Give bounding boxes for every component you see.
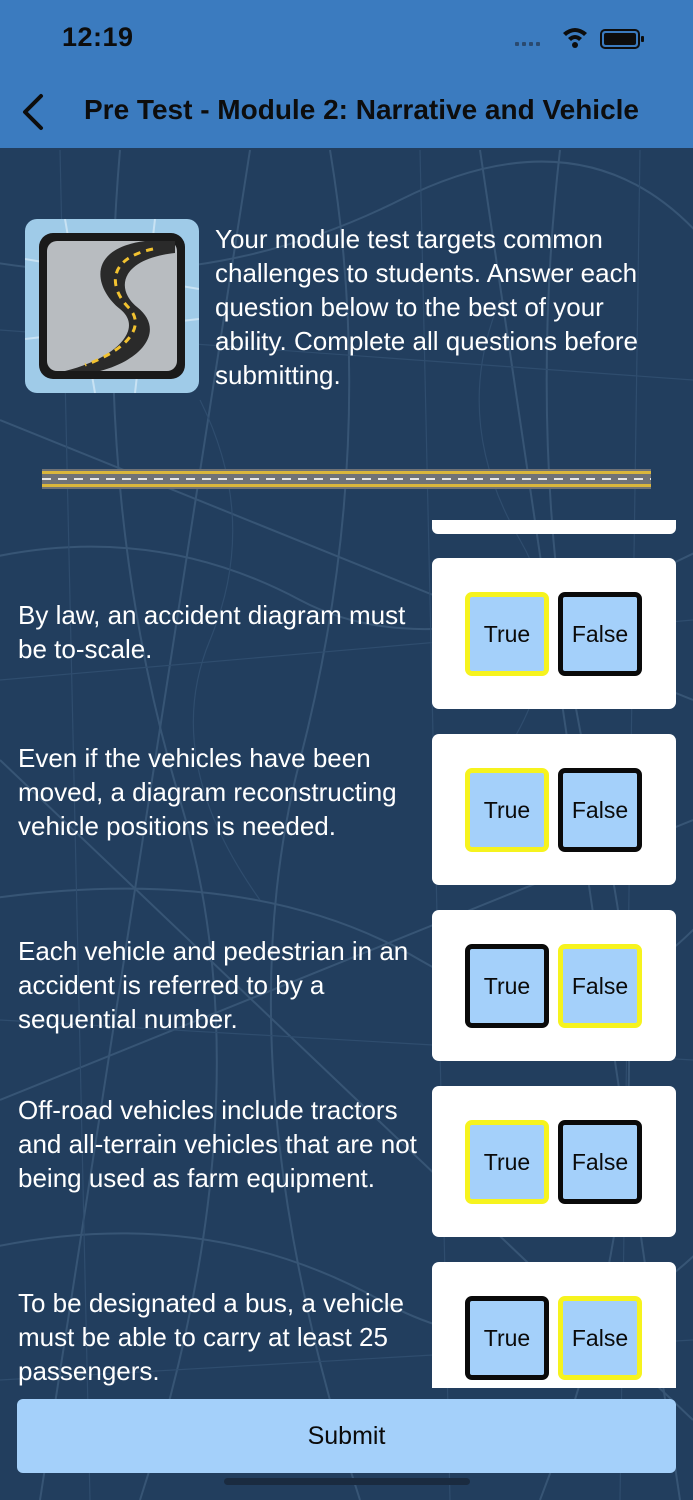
false-button[interactable]: False bbox=[558, 592, 642, 676]
question-row bbox=[0, 910, 693, 1062]
question-row bbox=[0, 1086, 693, 1238]
navigation-bar bbox=[0, 78, 693, 148]
true-button[interactable]: True bbox=[465, 1296, 549, 1380]
answer-card bbox=[432, 734, 676, 885]
false-button[interactable]: False bbox=[558, 768, 642, 852]
question-text: Each vehicle and pedestrian in an accident is referred to by a sequential number. bbox=[18, 936, 409, 1034]
question-text: Even if the vehicles have been moved, a diagram reconstructing vehicle positions is needed. bbox=[18, 743, 397, 841]
false-button[interactable]: False bbox=[558, 944, 642, 1028]
page-title: Pre Test - Module 2: Narrative and Vehicle bbox=[84, 94, 639, 125]
question-row bbox=[0, 734, 693, 886]
true-button[interactable]: True bbox=[465, 768, 549, 852]
status-time: 12:19 bbox=[62, 22, 134, 52]
status-bar bbox=[0, 0, 693, 78]
road-divider bbox=[42, 469, 651, 489]
true-button[interactable]: True bbox=[465, 944, 549, 1028]
question-text: By law, an accident diagram must be to-scale. bbox=[18, 600, 406, 664]
cellular-signal-icon bbox=[515, 42, 540, 46]
true-button[interactable]: True bbox=[465, 1120, 549, 1204]
home-indicator bbox=[224, 1478, 470, 1485]
false-button[interactable]: False bbox=[558, 1296, 642, 1380]
intro-text: Your module test targets common challenges to students. Answer each question below to the best of your ability. Complete all questions before submitting. bbox=[215, 224, 638, 390]
question-text: Off-road vehicles include tractors and all-terrain vehicles that are not being used as farm equipment. bbox=[18, 1095, 417, 1193]
back-chevron-icon[interactable] bbox=[14, 90, 54, 134]
answer-card bbox=[432, 1262, 676, 1388]
battery-icon bbox=[601, 30, 644, 48]
question-text: To be designated a bus, a vehicle must be able to carry at least 25 passengers. bbox=[18, 1288, 404, 1386]
question-row bbox=[0, 558, 693, 710]
question-card-partial bbox=[432, 520, 676, 534]
answer-card bbox=[432, 910, 676, 1061]
false-button[interactable]: False bbox=[558, 1120, 642, 1204]
answer-card bbox=[432, 1086, 676, 1237]
question-row bbox=[0, 1262, 693, 1388]
true-button[interactable]: True bbox=[465, 592, 549, 676]
question-list[interactable] bbox=[0, 520, 693, 1388]
submit-button[interactable]: Submit bbox=[17, 1399, 676, 1473]
app-logo bbox=[25, 219, 199, 393]
status-icons bbox=[513, 24, 653, 54]
answer-card bbox=[432, 558, 676, 709]
wifi-icon bbox=[563, 28, 587, 48]
